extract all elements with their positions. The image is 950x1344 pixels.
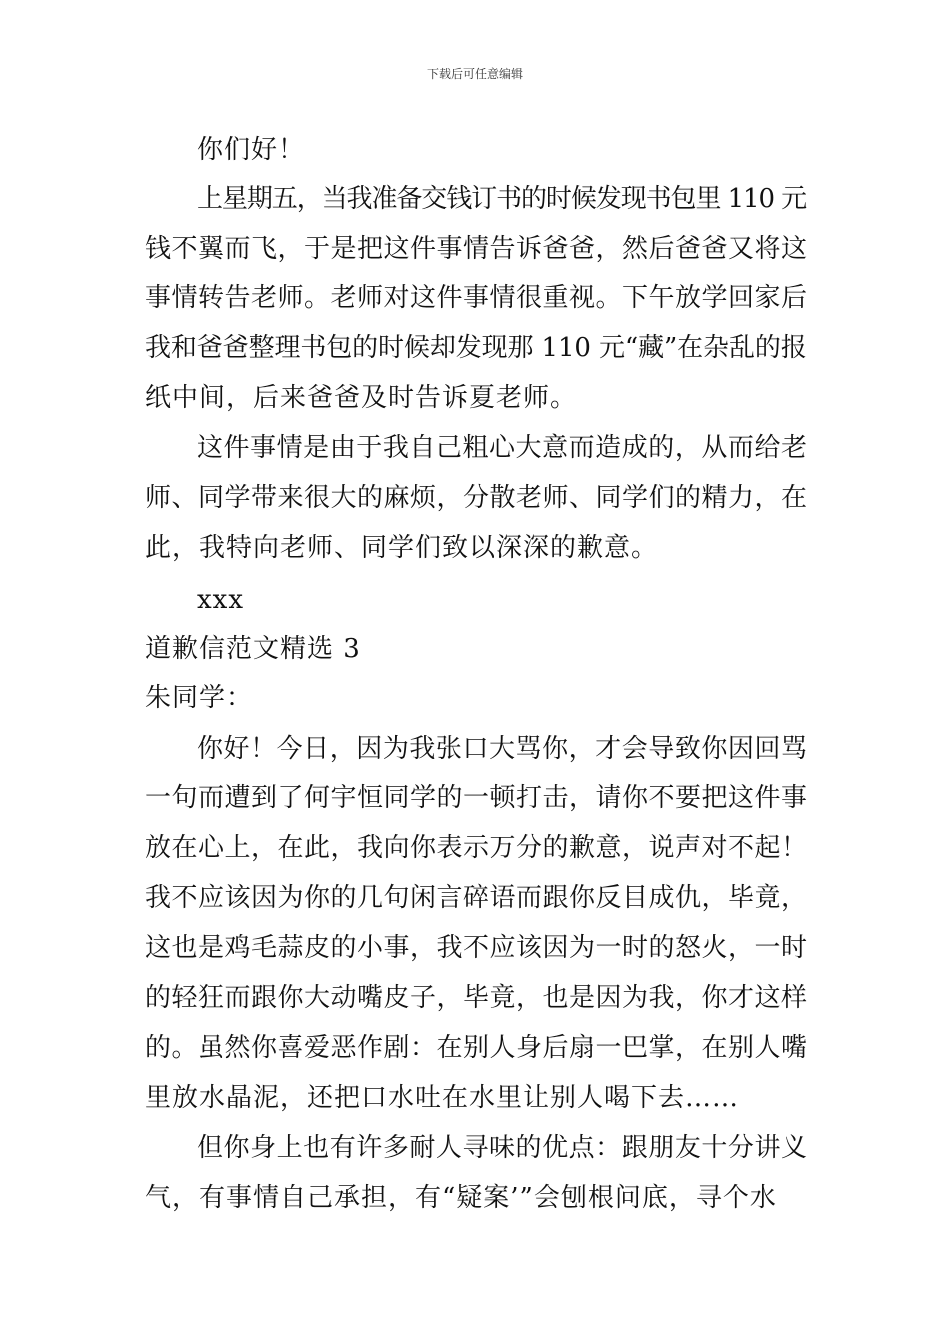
body-line: 里放水晶泥，还把口水吐在水里让别人喝下去…… [145,1083,740,1113]
body-line: 纸中间，后来爸爸及时告诉夏老师。 [145,383,578,413]
body-line: 我和爸爸整理书包的时候却发现那 110 元“藏”在杂乱的报 [145,333,807,363]
body-line: 放在心上，在此，我向你表示万分的歉意，说声对不起！ [145,833,808,863]
body-line: 这也是鸡毛蒜皮的小事，我不应该因为一时的怒火，一时 [145,933,808,963]
body-line: 你们好！ [197,135,306,165]
page-header: 下载后可任意编辑 [426,67,523,81]
section-title: 道歉信范文精选 3 [145,634,361,664]
body-line: 师、同学带来很大的麻烦，分散老师、同学们的精力，在 [145,483,808,513]
body-line: 事情转告老师。老师对这件事情很重视。下午放学回家后 [145,283,808,313]
body-line: 的轻狂而跟你大动嘴皮子，毕竟，也是因为我，你才这样 [145,983,808,1013]
body-line: 气，有事情自己承担，有“疑案’”会刨根问底，寻个水 [145,1183,777,1213]
body-line: 钱不翼而飞，于是把这件事情告诉爸爸，然后爸爸又将这 [145,234,808,264]
body-line: 一句而遭到了何宇恒同学的一顿打击，请你不要把这件事 [145,783,808,813]
body-line: 的。虽然你喜爱恶作剧：在别人身后扇一巴掌，在别人嘴 [145,1033,808,1063]
body-line: 上星期五，当我准备交钱订书的时候发现书包里 110 元 [197,184,807,214]
body-line: 你好！今日，因为我张口大骂你，才会导致你因回骂 [197,734,808,764]
body-line: 我不应该因为你的几句闲言碎语而跟你反目成仇，毕竟， [145,883,808,913]
body-line: 此，我特向老师、同学们致以深深的歉意。 [145,533,659,563]
body-line: 这件事情是由于我自己粗心大意而造成的，从而给老 [197,433,808,463]
signature: xxx [197,585,244,615]
body-line: 但你身上也有许多耐人寻味的优点：跟朋友十分讲义 [197,1133,808,1163]
salutation: 朱同学： [145,683,254,713]
